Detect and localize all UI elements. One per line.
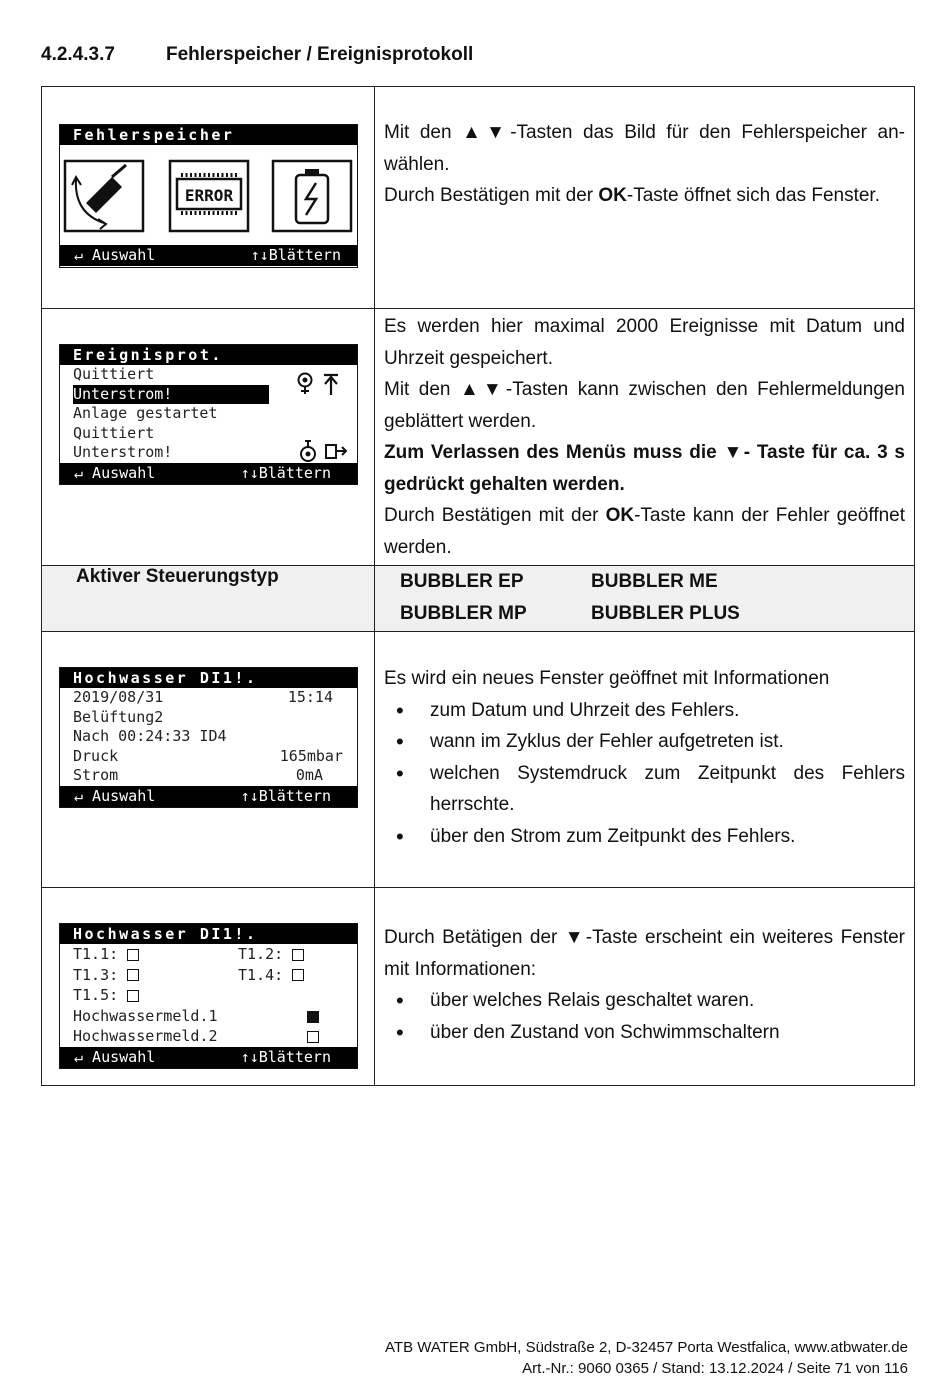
screen-cell bbox=[42, 309, 375, 566]
row5-bullets bbox=[384, 985, 905, 1048]
table-row bbox=[42, 87, 915, 309]
relay-t14 bbox=[238, 965, 304, 986]
row1-text-a: Mit den ▲▼-Tasten das Bild für den Fehlerspeicher anwählen. bbox=[384, 122, 905, 175]
relay-t11-label: T1.1: bbox=[73, 945, 119, 963]
scroll-hint: ↑↓Blättern bbox=[240, 1047, 331, 1066]
pressure-line bbox=[60, 747, 357, 767]
table-row-control-type bbox=[42, 566, 915, 632]
row2-text-a: Es werden hier maximal 2000 Ereignisse mit Datum und Uhrzeit gespeichert. bbox=[384, 316, 905, 369]
relay-t13-checkbox-icon bbox=[127, 969, 139, 981]
error-date: 2019/08/31 bbox=[73, 688, 164, 706]
row2-text-bold: Zum Verlassen des Menüs muss die ▼- Taste für ca. 3 s gedrückt gehalten werden. bbox=[384, 442, 905, 495]
lcd-footer bbox=[60, 463, 357, 484]
lcd-footer bbox=[60, 1047, 357, 1068]
select-hint: ↵ Auswahl bbox=[74, 1047, 156, 1066]
float-switch-line bbox=[60, 1006, 357, 1027]
scroll-hint: ↑↓Blättern bbox=[250, 246, 341, 264]
row1-text-b1: Durch Bestätigen mit der bbox=[384, 185, 599, 206]
relay-t13-label: T1.3: bbox=[73, 965, 119, 984]
relay-t14-checkbox-icon bbox=[292, 969, 304, 981]
type-ep: BUBBLER EP bbox=[400, 571, 524, 592]
type-mp: BUBBLER MP bbox=[400, 603, 527, 624]
relay-line bbox=[60, 965, 357, 986]
table-row bbox=[42, 632, 915, 888]
datetime-line bbox=[60, 688, 357, 708]
section-number: 4.2.4.3.7 bbox=[41, 44, 115, 65]
scroll-hint: ↑↓Blättern bbox=[240, 786, 331, 805]
relay-t15-label: T1.5: bbox=[73, 986, 119, 1004]
relay-t12 bbox=[238, 944, 304, 965]
float-switch-1-checked-icon bbox=[307, 1011, 319, 1023]
flask-exit-icon bbox=[296, 439, 348, 463]
current-label: Strom bbox=[73, 766, 119, 784]
lcd-relay-state bbox=[59, 923, 358, 1069]
page-footer bbox=[385, 1337, 908, 1379]
type-plus: BUBBLER PLUS bbox=[591, 603, 740, 624]
sensor-icon bbox=[65, 161, 143, 231]
section-title: Fehlerspeicher / Ereignisprotokoll bbox=[166, 44, 474, 65]
current-value: 0mA bbox=[295, 766, 323, 784]
screen-cell bbox=[42, 888, 375, 1086]
float-switch-2-checkbox-icon bbox=[307, 1031, 319, 1043]
row5-intro: Durch Betätigen der ▼-Taste erscheint ein weiteres Fenster mit Informationen: bbox=[384, 927, 905, 980]
lcd-footer bbox=[60, 786, 357, 807]
table-row bbox=[42, 888, 915, 1086]
menu-icons bbox=[60, 145, 357, 245]
table-row bbox=[42, 309, 915, 566]
lcd-title: Fehlerspeicher bbox=[60, 125, 357, 145]
document-info: Art.-Nr.: 9060 0365 / Stand: 13.12.2024 / Seite 71 von 116 bbox=[522, 1360, 908, 1377]
control-type-values bbox=[375, 566, 915, 632]
icon-row bbox=[60, 145, 357, 245]
pressure-value: 165mbar bbox=[279, 746, 343, 765]
row1-text-b2: -Taste öffnet sich das Fenster. bbox=[626, 185, 880, 206]
float-switch-1-label: Hochwassermeld.1 bbox=[73, 1006, 218, 1025]
row4-intro: Es wird ein neues Fenster geöffnet mit Informationen bbox=[384, 668, 830, 689]
relay-t14-label: T1.4: bbox=[238, 965, 284, 984]
lcd-title: Ereignisprot. bbox=[60, 345, 357, 365]
select-hint: ↵ Auswahl bbox=[74, 463, 156, 482]
section-heading bbox=[41, 44, 473, 66]
float-switch-line bbox=[60, 1026, 357, 1047]
control-type-label: Aktiver Steuerungstyp bbox=[42, 566, 375, 632]
relay-t12-label: T1.2: bbox=[238, 945, 284, 963]
row2-text-c1: Durch Bestätigen mit der bbox=[384, 505, 606, 526]
select-hint: ↵ Auswahl bbox=[74, 786, 156, 805]
relay-line bbox=[60, 944, 357, 965]
cycle-line: Nach 00:24:33 ID4 bbox=[73, 727, 227, 745]
type-me: BUBBLER ME bbox=[591, 571, 718, 592]
lcd-footer bbox=[60, 245, 357, 266]
event-line: Quittiert bbox=[73, 365, 155, 383]
lcd-title: Hochwasser DI1!. bbox=[60, 924, 357, 944]
phase-line: Belüftung2 bbox=[73, 707, 164, 726]
description-cell bbox=[375, 309, 915, 566]
row4-bullets bbox=[384, 695, 905, 853]
relay-t15-checkbox-icon bbox=[127, 990, 139, 1002]
screen-cell bbox=[42, 632, 375, 888]
current-line bbox=[60, 766, 357, 786]
row1-text-b bbox=[384, 180, 905, 212]
list-item: • über den Zustand von Schwimmschaltern bbox=[430, 1017, 905, 1049]
list-item: • über welches Relais geschaltet waren. bbox=[430, 985, 905, 1017]
row2-text-c2: -Taste kann der Fehler geöffnet werden. bbox=[384, 505, 906, 558]
list-item: • welchen Systemdruck zum Zeitpunkt des Fehlers herrschte. bbox=[430, 758, 905, 821]
ok-key-label: OK bbox=[598, 185, 627, 206]
relay-t11-checkbox-icon bbox=[127, 949, 139, 961]
list-item: • wann im Zyklus der Fehler aufgetreten ist. bbox=[430, 726, 905, 758]
float-switch-2-label: Hochwassermeld.2 bbox=[73, 1027, 218, 1045]
lcd-fehlerspeicher bbox=[59, 124, 358, 268]
scroll-hint: ↑↓Blättern bbox=[240, 463, 331, 482]
battery-icon bbox=[273, 161, 351, 231]
lcd-title: Hochwasser DI1!. bbox=[60, 668, 357, 688]
pressure-label: Druck bbox=[73, 746, 119, 765]
screen-cell bbox=[42, 87, 375, 309]
lcd-ereignisprotokoll bbox=[59, 344, 358, 485]
relay-t12-checkbox-icon bbox=[292, 949, 304, 961]
description-cell bbox=[375, 888, 915, 1086]
event-line-selected-text: Unterstrom! bbox=[73, 385, 269, 405]
row2-text-c bbox=[384, 500, 905, 563]
lcd-error-detail bbox=[59, 667, 358, 808]
event-line: Unterstrom! bbox=[73, 443, 173, 461]
acknowledge-up-icon bbox=[296, 371, 346, 397]
event-line: Quittiert bbox=[73, 423, 155, 442]
relay-line bbox=[60, 985, 357, 1006]
list-item: • über den Strom zum Zeitpunkt des Fehlers. bbox=[430, 821, 905, 853]
manual-table bbox=[41, 86, 915, 1086]
list-item: • zum Datum und Uhrzeit des Fehlers. bbox=[430, 695, 905, 727]
row2-text-b: Mit den ▲▼-Tasten kann zwischen den Fehlermeldungen geblättert werden. bbox=[384, 379, 905, 432]
select-hint: ↵ Auswahl bbox=[74, 246, 156, 264]
company-address: ATB WATER GmbH, Südstraße 2, D-32457 Porta Westfalica, www.atbwater.de bbox=[385, 1339, 908, 1356]
description-cell bbox=[375, 632, 915, 888]
error-time: 15:14 bbox=[287, 688, 333, 706]
description-cell bbox=[375, 87, 915, 309]
error-chip-icon bbox=[170, 161, 248, 231]
event-line: Anlage gestartet bbox=[73, 404, 218, 422]
ok-key-label: OK bbox=[605, 505, 635, 526]
error-icon-label: ERROR bbox=[184, 186, 234, 205]
